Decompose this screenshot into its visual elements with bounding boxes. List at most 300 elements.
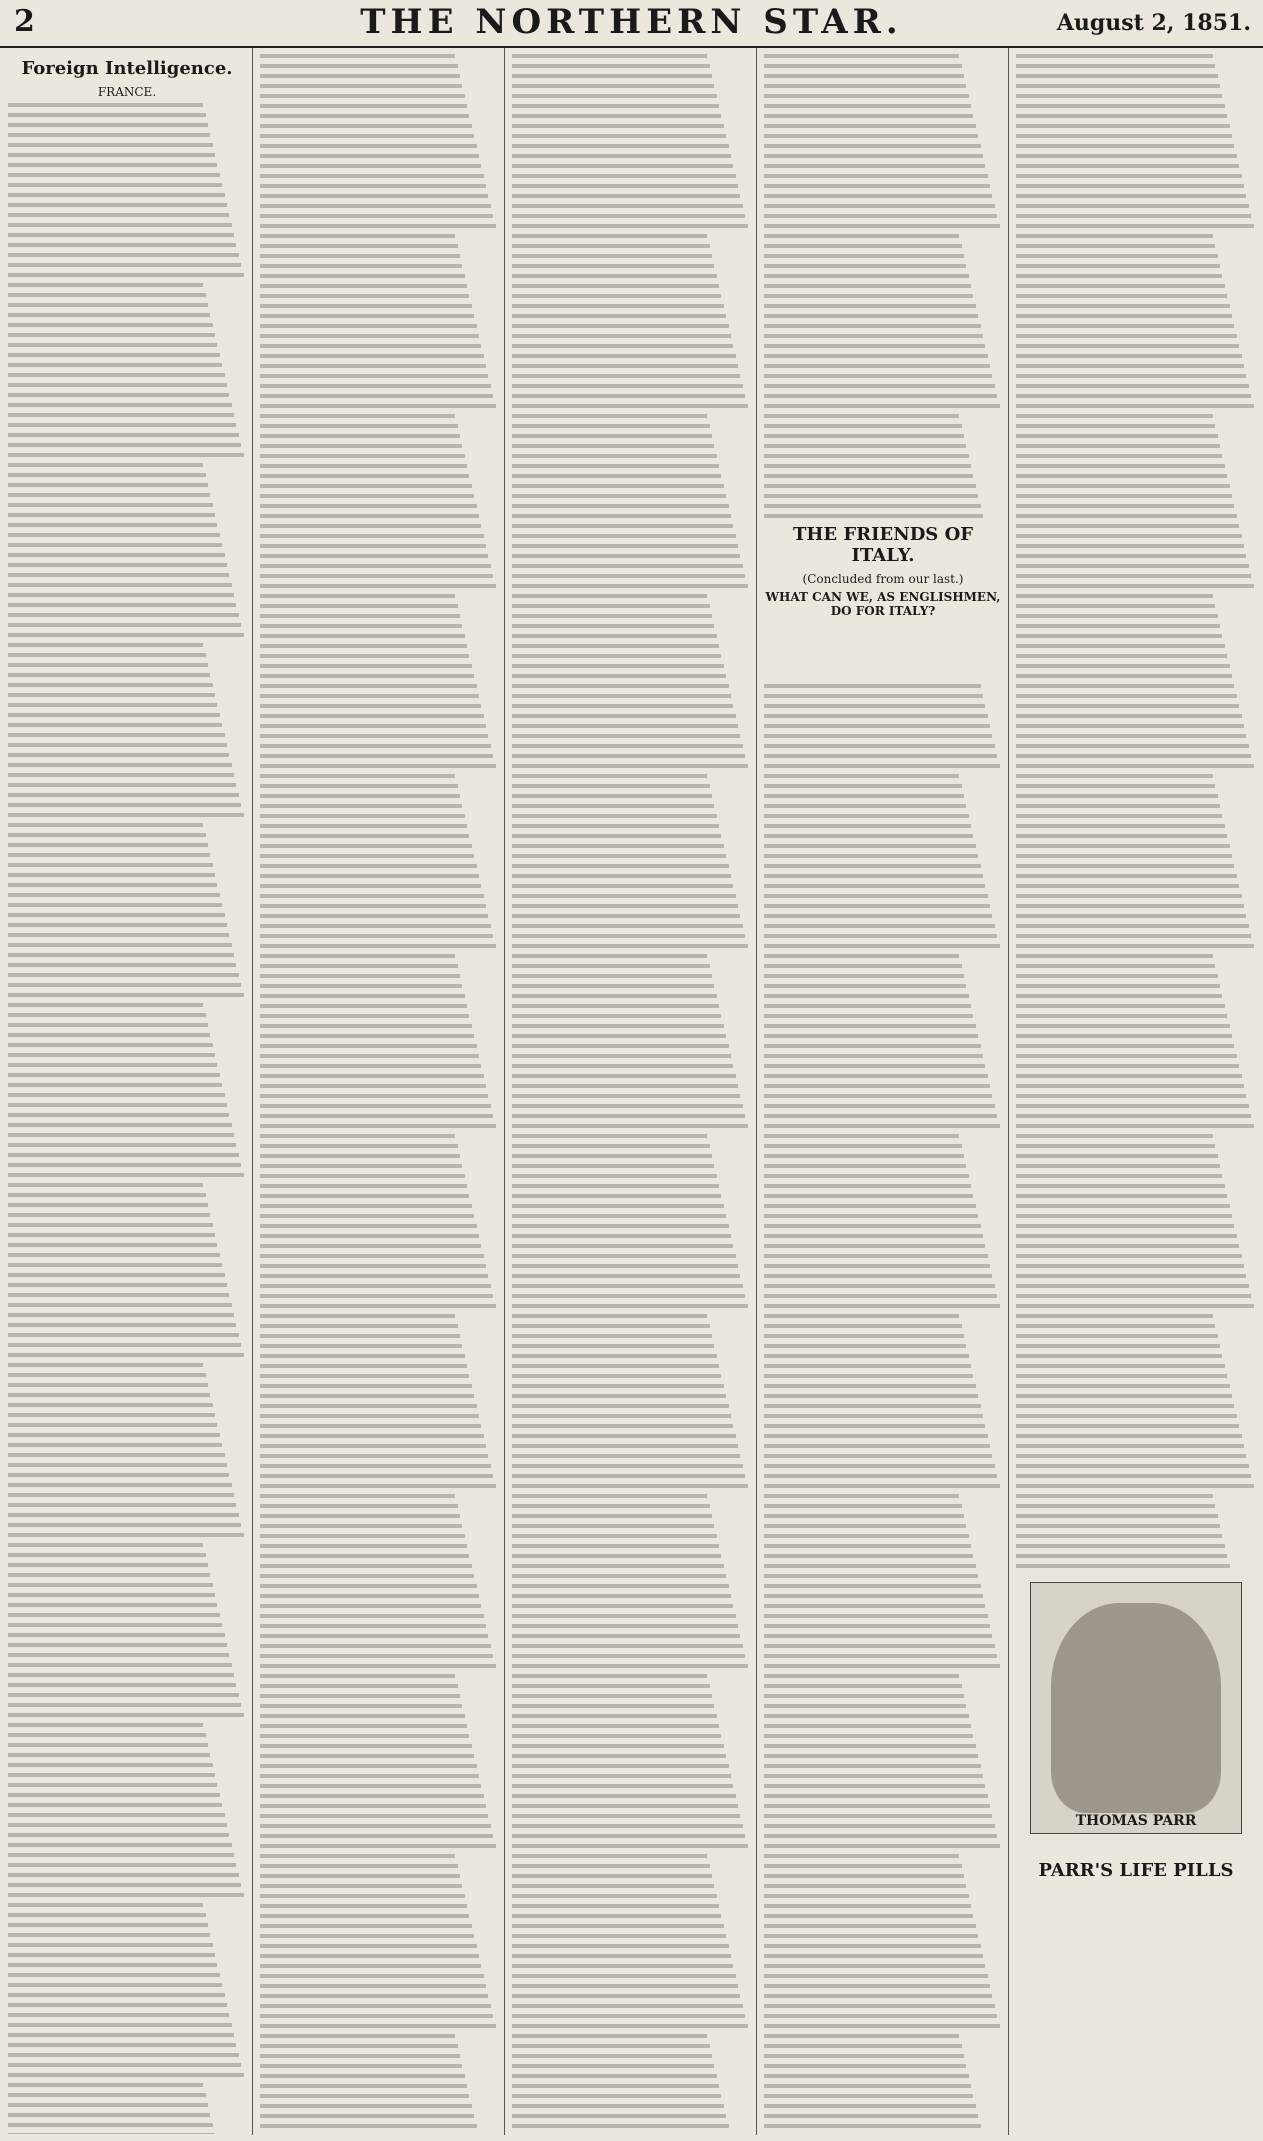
text-line-placeholder xyxy=(512,1584,729,1588)
text-line-placeholder xyxy=(8,1833,229,1837)
text-line-placeholder xyxy=(764,84,966,88)
text-line-placeholder xyxy=(8,2083,203,2087)
text-line-placeholder xyxy=(8,1383,208,1387)
column-text-block xyxy=(1016,54,1256,1568)
text-line-placeholder xyxy=(260,544,486,548)
text-line-placeholder xyxy=(8,1443,222,1447)
text-line-placeholder xyxy=(764,394,997,398)
text-line-placeholder xyxy=(512,914,740,918)
text-line-placeholder xyxy=(8,483,208,487)
text-line-placeholder xyxy=(512,1754,726,1758)
text-line-placeholder xyxy=(8,1173,244,1177)
text-line-placeholder xyxy=(260,644,467,648)
text-line-placeholder xyxy=(8,983,241,987)
text-line-placeholder xyxy=(764,1224,981,1228)
text-line-placeholder xyxy=(260,294,469,298)
text-line-placeholder xyxy=(512,1704,714,1708)
text-line-placeholder xyxy=(260,1964,481,1968)
text-line-placeholder xyxy=(260,244,458,248)
text-line-placeholder xyxy=(1016,334,1237,338)
text-line-placeholder xyxy=(260,1114,493,1118)
text-line-placeholder xyxy=(764,784,962,788)
text-line-placeholder xyxy=(512,1434,736,1438)
text-line-placeholder xyxy=(260,1474,493,1478)
text-line-placeholder xyxy=(512,1854,707,1858)
text-line-placeholder xyxy=(764,824,971,828)
text-line-placeholder xyxy=(8,1983,222,1987)
text-line-placeholder xyxy=(1016,74,1218,78)
text-line-placeholder xyxy=(260,1374,469,1378)
text-line-placeholder xyxy=(1016,554,1246,558)
text-line-placeholder xyxy=(260,1764,477,1768)
text-line-placeholder xyxy=(764,744,995,748)
text-line-placeholder xyxy=(1016,1084,1244,1088)
text-line-placeholder xyxy=(8,1953,215,1957)
text-line-placeholder xyxy=(260,1724,467,1728)
text-line-placeholder xyxy=(1016,1454,1246,1458)
text-line-placeholder xyxy=(8,1663,232,1667)
text-line-placeholder xyxy=(512,1844,748,1848)
text-line-placeholder xyxy=(260,1984,486,1988)
text-line-placeholder xyxy=(8,383,227,387)
text-line-placeholder xyxy=(260,214,493,218)
text-line-placeholder xyxy=(260,634,465,638)
text-line-placeholder xyxy=(764,1124,1000,1128)
text-line-placeholder xyxy=(1016,854,1232,858)
text-line-placeholder xyxy=(260,1184,467,1188)
text-line-placeholder xyxy=(260,364,486,368)
text-line-placeholder xyxy=(8,553,225,557)
text-line-placeholder xyxy=(1016,134,1232,138)
text-line-placeholder xyxy=(8,1413,215,1417)
text-line-placeholder xyxy=(1016,1014,1227,1018)
text-line-placeholder xyxy=(1016,444,1220,448)
text-line-placeholder xyxy=(764,1714,969,1718)
text-line-placeholder xyxy=(764,234,959,238)
text-line-placeholder xyxy=(512,664,724,668)
text-line-placeholder xyxy=(260,1554,469,1558)
text-line-placeholder xyxy=(8,753,229,757)
text-line-placeholder xyxy=(512,1414,731,1418)
text-line-placeholder xyxy=(260,1274,488,1278)
text-line-placeholder xyxy=(260,994,465,998)
text-line-placeholder xyxy=(8,103,203,107)
text-line-placeholder xyxy=(512,1504,710,1508)
text-line-placeholder xyxy=(8,703,217,707)
text-line-placeholder xyxy=(260,304,472,308)
text-line-placeholder xyxy=(512,1784,733,1788)
text-line-placeholder xyxy=(1016,214,1251,218)
text-line-placeholder xyxy=(1016,614,1218,618)
text-line-placeholder xyxy=(260,1994,488,1998)
text-line-placeholder xyxy=(1016,484,1230,488)
text-line-placeholder xyxy=(1016,464,1225,468)
text-line-placeholder xyxy=(512,1614,736,1618)
text-line-placeholder xyxy=(260,2014,493,2018)
text-line-placeholder xyxy=(1016,1044,1234,1048)
text-line-placeholder xyxy=(260,1714,465,1718)
text-line-placeholder xyxy=(8,1903,203,1907)
portrait-icon xyxy=(1051,1603,1221,1813)
text-line-placeholder xyxy=(260,1594,479,1598)
text-line-placeholder xyxy=(764,504,981,508)
text-line-placeholder xyxy=(260,694,479,698)
text-line-placeholder xyxy=(8,243,236,247)
column-rule xyxy=(504,48,505,2135)
text-line-placeholder xyxy=(512,1214,726,1218)
text-line-placeholder xyxy=(8,313,210,317)
text-line-placeholder xyxy=(8,1313,234,1317)
text-line-placeholder xyxy=(8,633,244,637)
text-line-placeholder xyxy=(764,464,971,468)
column-5 xyxy=(1016,54,1256,1574)
text-line-placeholder xyxy=(8,493,210,497)
text-line-placeholder xyxy=(764,1824,995,1828)
text-line-placeholder xyxy=(8,543,222,547)
text-line-placeholder xyxy=(260,1974,484,1978)
text-line-placeholder xyxy=(512,184,738,188)
text-line-placeholder xyxy=(1016,1514,1218,1518)
text-line-placeholder xyxy=(260,974,460,978)
text-line-placeholder xyxy=(260,1214,474,1218)
text-line-placeholder xyxy=(260,924,491,928)
text-line-placeholder xyxy=(764,1974,988,1978)
text-line-placeholder xyxy=(512,1204,724,1208)
text-line-placeholder xyxy=(764,224,1000,228)
text-line-placeholder xyxy=(1016,114,1227,118)
text-line-placeholder xyxy=(260,2104,472,2108)
text-line-placeholder xyxy=(764,834,973,838)
text-line-placeholder xyxy=(8,1693,239,1697)
text-line-placeholder xyxy=(8,2093,206,2097)
text-line-placeholder xyxy=(1016,774,1213,778)
text-line-placeholder xyxy=(512,1694,712,1698)
text-line-placeholder xyxy=(512,1024,724,1028)
text-line-placeholder xyxy=(764,1694,964,1698)
text-line-placeholder xyxy=(260,684,477,688)
text-line-placeholder xyxy=(8,1353,244,1357)
text-line-placeholder xyxy=(512,1354,717,1358)
text-line-placeholder xyxy=(260,1824,491,1828)
text-line-placeholder xyxy=(260,1484,496,1488)
text-line-placeholder xyxy=(764,1594,983,1598)
text-line-placeholder xyxy=(764,814,969,818)
text-line-placeholder xyxy=(1016,94,1222,98)
text-line-placeholder xyxy=(260,824,467,828)
text-line-placeholder xyxy=(764,1154,964,1158)
masthead xyxy=(0,0,1263,48)
text-line-placeholder xyxy=(764,1164,966,1168)
text-line-placeholder xyxy=(8,1243,217,1247)
text-line-placeholder xyxy=(764,154,983,158)
text-line-placeholder xyxy=(512,1324,710,1328)
text-line-placeholder xyxy=(8,1823,227,1827)
text-line-placeholder xyxy=(764,1654,997,1658)
text-line-placeholder xyxy=(8,1273,225,1277)
text-line-placeholder xyxy=(764,1314,959,1318)
text-line-placeholder xyxy=(8,1143,236,1147)
text-line-placeholder xyxy=(764,474,973,478)
text-line-placeholder xyxy=(1016,1484,1254,1488)
text-line-placeholder xyxy=(512,314,726,318)
text-line-placeholder xyxy=(260,1674,455,1678)
text-line-placeholder xyxy=(8,1863,236,1867)
text-line-placeholder xyxy=(1016,844,1230,848)
text-line-placeholder xyxy=(8,863,213,867)
text-line-placeholder xyxy=(8,1573,210,1577)
text-line-placeholder xyxy=(8,2043,236,2047)
text-line-placeholder xyxy=(8,1033,210,1037)
text-line-placeholder xyxy=(260,394,493,398)
text-line-placeholder xyxy=(8,1893,244,1897)
text-line-placeholder xyxy=(8,583,232,587)
text-line-placeholder xyxy=(1016,314,1232,318)
text-line-placeholder xyxy=(1016,1034,1232,1038)
text-line-placeholder xyxy=(764,244,962,248)
text-line-placeholder xyxy=(764,914,992,918)
text-line-placeholder xyxy=(260,1754,474,1758)
text-line-placeholder xyxy=(8,1303,232,1307)
text-line-placeholder xyxy=(764,724,990,728)
text-line-placeholder xyxy=(512,904,738,908)
text-line-placeholder xyxy=(512,764,748,768)
text-line-placeholder xyxy=(260,2064,462,2068)
text-line-placeholder xyxy=(512,244,710,248)
newspaper-title: THE NORTHERN STAR. xyxy=(360,2,903,42)
text-line-placeholder xyxy=(260,1024,472,1028)
text-line-placeholder xyxy=(764,1234,983,1238)
text-line-placeholder xyxy=(8,263,241,267)
text-line-placeholder xyxy=(1016,324,1234,328)
text-line-placeholder xyxy=(512,1534,717,1538)
text-line-placeholder xyxy=(764,1544,971,1548)
text-line-placeholder xyxy=(8,343,217,347)
text-line-placeholder xyxy=(764,494,978,498)
text-line-placeholder xyxy=(764,364,990,368)
text-line-placeholder xyxy=(260,114,469,118)
text-line-placeholder xyxy=(8,2123,213,2127)
text-line-placeholder xyxy=(8,893,220,897)
text-line-placeholder xyxy=(512,874,731,878)
text-line-placeholder xyxy=(260,74,460,78)
text-line-placeholder xyxy=(8,773,234,777)
column-rule xyxy=(1008,48,1009,2135)
text-line-placeholder xyxy=(512,1564,724,1568)
text-line-placeholder xyxy=(512,1384,724,1388)
text-line-placeholder xyxy=(512,1484,748,1488)
text-line-placeholder xyxy=(260,774,455,778)
text-line-placeholder xyxy=(1016,304,1230,308)
text-line-placeholder xyxy=(260,1354,465,1358)
text-line-placeholder xyxy=(8,1403,213,1407)
text-line-placeholder xyxy=(8,1913,206,1917)
text-line-placeholder xyxy=(1016,164,1239,168)
text-line-placeholder xyxy=(8,413,234,417)
text-line-placeholder xyxy=(764,1454,992,1458)
text-line-placeholder xyxy=(260,1464,491,1468)
text-line-placeholder xyxy=(260,1194,469,1198)
text-line-placeholder xyxy=(764,1354,969,1358)
text-line-placeholder xyxy=(1016,354,1242,358)
text-line-placeholder xyxy=(260,584,496,588)
text-line-placeholder xyxy=(1016,754,1251,758)
text-line-placeholder xyxy=(8,1493,234,1497)
text-line-placeholder xyxy=(8,1733,206,1737)
text-line-placeholder xyxy=(260,784,458,788)
text-line-placeholder xyxy=(8,453,244,457)
text-line-placeholder xyxy=(1016,874,1237,878)
text-line-placeholder xyxy=(8,653,206,657)
text-line-placeholder xyxy=(260,2034,455,2038)
text-line-placeholder xyxy=(260,704,481,708)
text-line-placeholder xyxy=(764,1464,995,1468)
text-line-placeholder xyxy=(512,1044,729,1048)
text-line-placeholder xyxy=(512,434,712,438)
text-line-placeholder xyxy=(764,2014,997,2018)
text-line-placeholder xyxy=(764,1814,992,1818)
text-line-placeholder xyxy=(512,1454,740,1458)
text-line-placeholder xyxy=(260,1294,493,1298)
text-line-placeholder xyxy=(512,594,707,598)
text-line-placeholder xyxy=(764,1134,959,1138)
text-line-placeholder xyxy=(512,644,719,648)
text-line-placeholder xyxy=(260,724,486,728)
text-line-placeholder xyxy=(764,404,1000,408)
text-line-placeholder xyxy=(512,474,721,478)
text-line-placeholder xyxy=(260,1874,460,1878)
text-line-placeholder xyxy=(260,454,465,458)
text-line-placeholder xyxy=(764,1344,966,1348)
text-line-placeholder xyxy=(512,934,745,938)
text-line-placeholder xyxy=(260,754,493,758)
text-line-placeholder xyxy=(260,1664,496,1668)
text-line-placeholder xyxy=(764,1364,971,1368)
text-line-placeholder xyxy=(512,1744,724,1748)
text-line-placeholder xyxy=(1016,244,1215,248)
text-line-placeholder xyxy=(512,1554,721,1558)
text-line-placeholder xyxy=(260,424,458,428)
text-line-placeholder xyxy=(260,1154,460,1158)
text-line-placeholder xyxy=(512,1864,710,1868)
text-line-placeholder xyxy=(512,1224,729,1228)
text-line-placeholder xyxy=(8,123,208,127)
text-line-placeholder xyxy=(260,1264,486,1268)
column-heading: Foreign Intelligence. xyxy=(21,58,233,79)
text-line-placeholder xyxy=(8,1513,239,1517)
text-line-placeholder xyxy=(512,2034,707,2038)
column-3 xyxy=(512,54,750,2134)
text-line-placeholder xyxy=(260,404,496,408)
text-line-placeholder xyxy=(260,864,477,868)
text-line-placeholder xyxy=(764,94,969,98)
column-text-block xyxy=(260,54,498,2128)
text-line-placeholder xyxy=(764,1034,978,1038)
text-line-placeholder xyxy=(764,864,981,868)
text-line-placeholder xyxy=(764,1374,973,1378)
text-line-placeholder xyxy=(8,1853,234,1857)
text-line-placeholder xyxy=(260,324,477,328)
text-line-placeholder xyxy=(260,1794,484,1798)
text-line-placeholder xyxy=(764,944,1000,948)
text-line-placeholder xyxy=(8,573,229,577)
text-line-placeholder xyxy=(1016,784,1215,788)
text-line-placeholder xyxy=(512,814,717,818)
text-line-placeholder xyxy=(260,2044,458,2048)
text-line-placeholder xyxy=(260,84,462,88)
text-line-placeholder xyxy=(764,984,966,988)
text-line-placeholder xyxy=(512,124,724,128)
text-line-placeholder xyxy=(260,1694,460,1698)
text-line-placeholder xyxy=(764,1564,976,1568)
text-line-placeholder xyxy=(260,734,488,738)
text-line-placeholder xyxy=(512,1494,707,1498)
text-line-placeholder xyxy=(260,1124,496,1128)
text-line-placeholder xyxy=(8,903,222,907)
text-line-placeholder xyxy=(764,994,969,998)
text-line-placeholder xyxy=(1016,504,1234,508)
text-line-placeholder xyxy=(260,954,455,958)
text-line-placeholder xyxy=(512,1034,726,1038)
friends-heading: THE FRIENDS OF ITALY. xyxy=(792,524,974,566)
text-line-placeholder xyxy=(260,1444,486,1448)
text-line-placeholder xyxy=(764,1614,988,1618)
text-line-placeholder xyxy=(764,1644,995,1648)
text-line-placeholder xyxy=(764,2034,959,2038)
text-line-placeholder xyxy=(8,763,232,767)
text-line-placeholder xyxy=(260,234,455,238)
text-line-placeholder xyxy=(764,284,971,288)
text-line-placeholder xyxy=(764,1114,997,1118)
text-line-placeholder xyxy=(1016,454,1222,458)
text-line-placeholder xyxy=(8,1723,203,1727)
text-line-placeholder xyxy=(512,1134,707,1138)
page-number: 2 xyxy=(14,4,35,39)
text-line-placeholder xyxy=(8,1933,210,1937)
text-line-placeholder xyxy=(260,1254,484,1258)
text-line-placeholder xyxy=(512,1624,738,1628)
text-line-placeholder xyxy=(8,1613,220,1617)
text-line-placeholder xyxy=(8,1683,236,1687)
text-line-placeholder xyxy=(764,194,992,198)
text-line-placeholder xyxy=(8,1553,206,1557)
text-line-placeholder xyxy=(764,1144,962,1148)
text-line-placeholder xyxy=(512,1194,721,1198)
text-line-placeholder xyxy=(512,1664,748,1668)
text-line-placeholder xyxy=(260,944,496,948)
text-line-placeholder xyxy=(1016,654,1227,658)
text-line-placeholder xyxy=(512,274,717,278)
text-line-placeholder xyxy=(8,503,213,507)
text-line-placeholder xyxy=(512,564,743,568)
text-line-placeholder xyxy=(512,1974,736,1978)
text-line-placeholder xyxy=(512,2094,721,2098)
text-line-placeholder xyxy=(764,1424,985,1428)
text-line-placeholder xyxy=(1016,974,1218,978)
text-line-placeholder xyxy=(260,464,467,468)
text-line-placeholder xyxy=(260,534,484,538)
text-line-placeholder xyxy=(512,454,717,458)
text-line-placeholder xyxy=(1016,994,1222,998)
text-line-placeholder xyxy=(512,64,710,68)
text-line-placeholder xyxy=(764,934,997,938)
text-line-placeholder xyxy=(512,1764,729,1768)
text-line-placeholder xyxy=(764,1084,990,1088)
text-line-placeholder xyxy=(8,393,229,397)
text-line-placeholder xyxy=(512,1264,738,1268)
text-line-placeholder xyxy=(764,1004,971,1008)
text-line-placeholder xyxy=(260,1504,458,1508)
text-line-placeholder xyxy=(1016,1434,1242,1438)
